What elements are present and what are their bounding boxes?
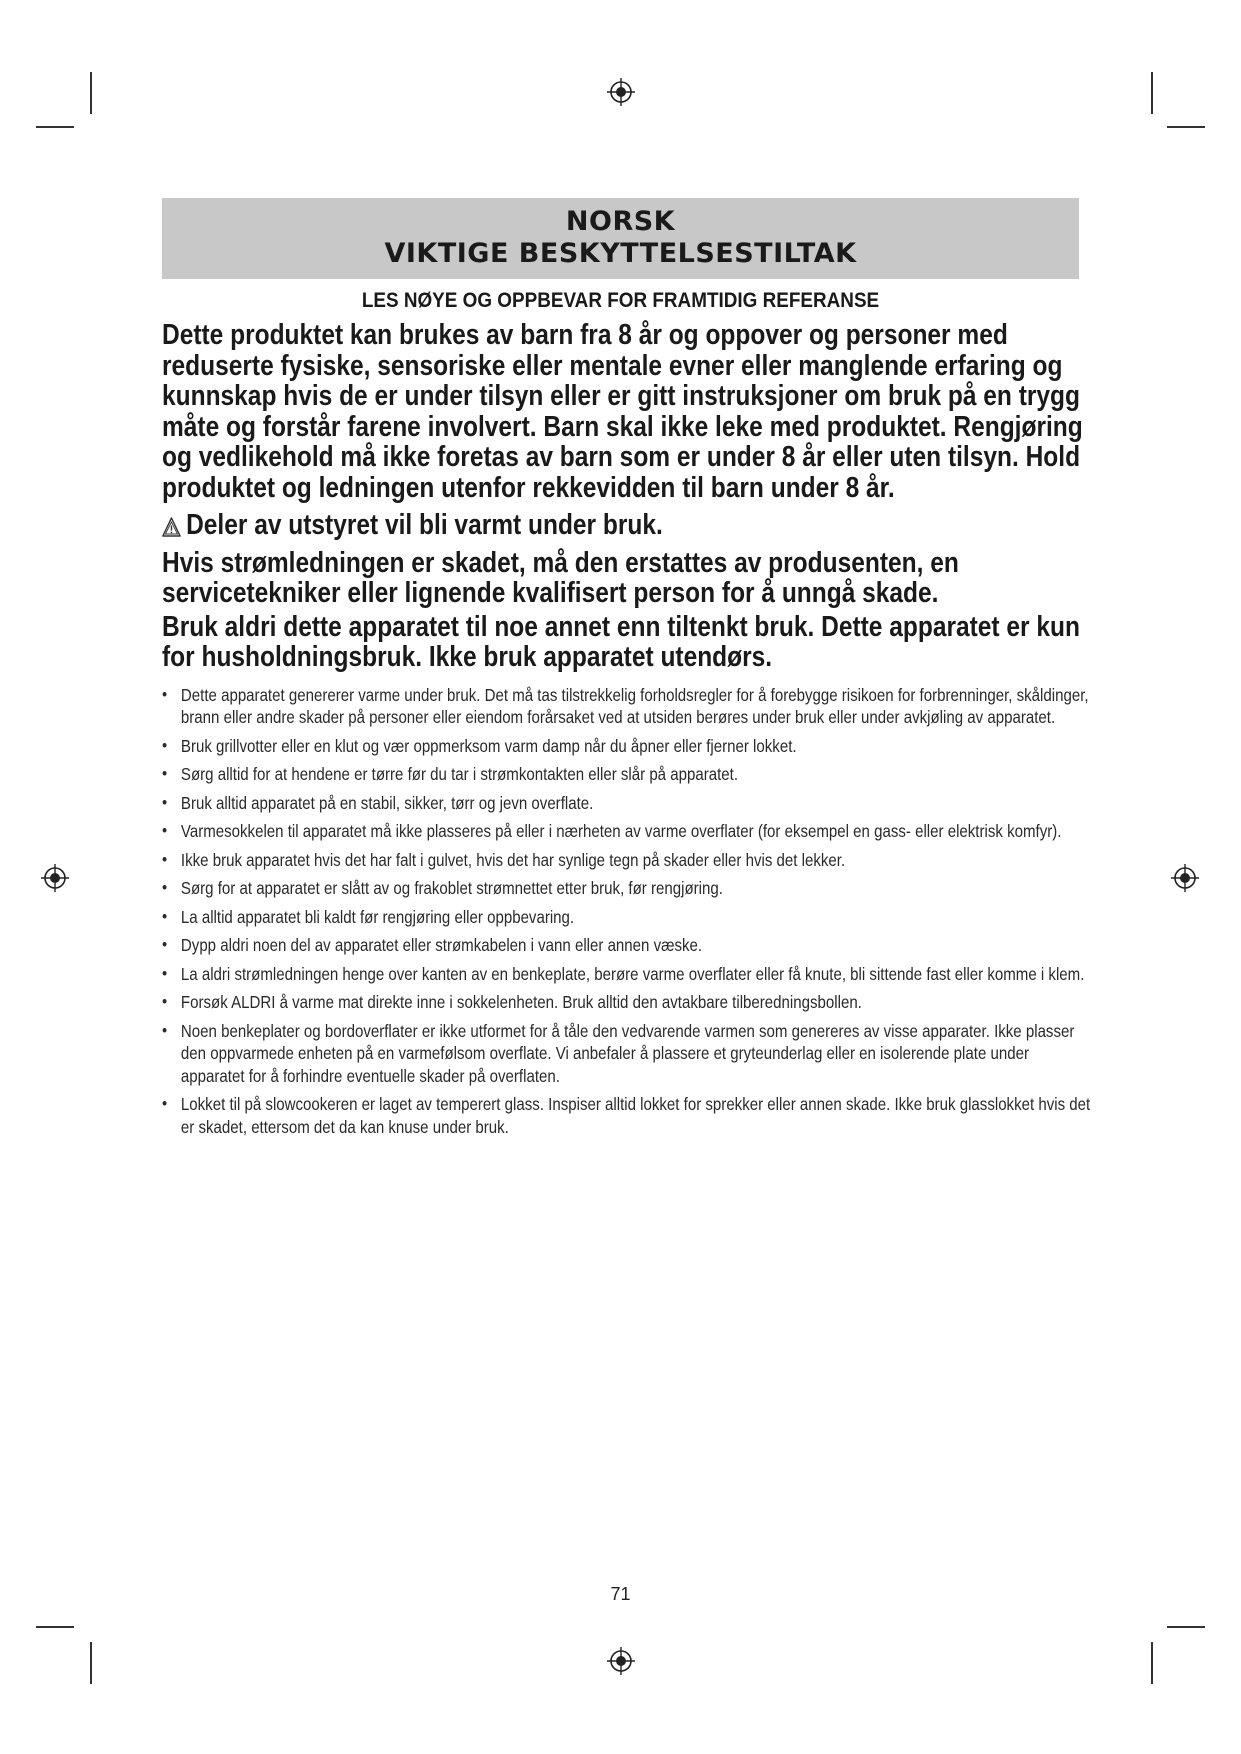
bullet-item [162,906,1093,929]
bullet-text: La aldri strømledningen henge over kanten av en benkeplate, berøre varme overflater eller få knute, bli sittende fast eller komme i klem. [180,963,1085,984]
crop-mark-top-right-horizontal [1167,126,1205,128]
bullet-text: Dypp aldri noen del av apparatet eller strømkabelen i vann eller annen væske. [180,935,703,955]
registration-mark-icon [606,1646,636,1676]
damaged-cord-paragraph: Hvis strømledningen er skadet, må den erstattes av produsenten, en servicetekniker eller lignende kvalifisert person for å unngå skade. [162,546,959,609]
bullet-marker: • [162,821,168,840]
bullet-text: Noen benkeplater og bordoverflater er ikke utformet for å tåle den vedvarende varmen som genereres av visse apparater. Ikke plasser den oppvarmede enheten på en varmefølsom overflate. Vi anbefaler å plassere et gryteunderlag eller en isolerende plate under apparatet for å forhindre eventuelle skader på overflaten. [180,1020,1075,1086]
bullet-marker: • [162,935,168,954]
bullet-marker: • [162,992,168,1011]
bullet-item [162,735,1093,758]
bullet-marker: • [162,792,168,812]
bullet-item [162,792,1093,815]
crop-mark-bottom-left-horizontal [36,1626,74,1628]
hot-parts-warning [162,510,1117,541]
warning-triangle-icon [162,517,181,537]
bullet-marker: • [162,684,168,704]
safety-title: VIKTIGE BESKYTTELSESTILTAK [384,238,857,269]
bullet-item [162,963,1093,986]
intended-use-paragraph: Bruk aldri dette apparatet til noe annet enn tiltenkt bruk. Dette apparatet er kun for husholdningsbruk. Ikke bruk apparatet utendørs. [162,610,1080,673]
bullet-text: Lokket til på slowcookeren er laget av temperert glass. Inspiser alltid lokket for sprekker eller annen skade. Ikke bruk glasslokket hvis det er skadet, ettersom det da kan knuse under bruk. [180,1094,1091,1137]
bullet-text: Forsøk ALDRI å varme mat direkte inne i sokkelenheten. Bruk alltid den avtakbare tilberedningsbollen. [180,992,862,1012]
bullet-item [162,1093,1093,1138]
bullet-item [162,684,1093,729]
bullet-item [162,877,1093,900]
crop-mark-top-left-vertical [90,72,92,114]
bullet-item [162,991,1093,1014]
language-heading: NORSK [565,206,676,237]
bullet-item [162,849,1093,872]
registration-mark-icon [1170,863,1200,893]
bullet-text: Sørg alltid for at hendene er tørre før du tar i strømkontakten eller slår på apparatet. [180,764,739,784]
bullet-marker: • [162,849,168,869]
crop-mark-bottom-left-vertical [90,1642,92,1684]
bullet-item [162,763,1093,786]
bullet-item [162,820,1093,843]
crop-mark-bottom-right-vertical [1151,1642,1153,1684]
page-number: 71 [610,1584,631,1604]
crop-mark-bottom-right-horizontal [1167,1626,1205,1628]
bullet-marker: • [162,878,168,897]
bullet-text: Varmesokkelen til apparatet må ikke plasseres på eller i nærheten av varme overflater (for eksempel en gass- eller elektrisk komfyr). [180,821,1062,841]
bullet-marker: • [162,906,168,926]
bullet-marker: • [162,1094,168,1113]
document-body [162,320,1122,1138]
bullet-marker: • [162,1020,168,1040]
bullet-text: Bruk alltid apparatet på en stabil, sikker, tørr og jevn overflate. [180,792,594,813]
bullet-item [162,1020,1093,1088]
bullet-text: La alltid apparatet bli kaldt før rengjøring eller oppbevaring. [180,906,575,927]
bullet-text: Sørg for at apparatet er slått av og frakoblet strømnettet etter bruk, før rengjøring. [180,878,723,898]
hot-parts-text: Deler av utstyret vil bli varmt under bruk. [186,509,663,541]
bullet-item [162,934,1093,957]
crop-mark-top-right-vertical [1151,72,1153,114]
safety-bullet-list [162,684,1122,1139]
bullet-text: Ikke bruk apparatet hvis det har falt i gulvet, hvis det har synlige tegn på skader eller hvis det lekker. [180,849,846,870]
registration-mark-icon [40,863,70,893]
children-warning-paragraph: Dette produktet kan brukes av barn fra 8 år og oppover og personer med reduserte fysiske, sensoriske eller mentale evner eller manglende erfaring og kunnskap hvis de er under tilsyn eller er gitt instruksjoner om bruk på en trygg måte og forstår farene involvert. Barn skal ikke leke med produktet. Rengjøring og vedlikehold må ikke foretas av barn som er under 8 år eller uten tilsyn. Hold produktet og ledningen utenfor rekkevidden til barn under 8 år. [162,319,1083,504]
crop-mark-top-left-horizontal [36,126,74,128]
registration-mark-icon [606,77,636,107]
bullet-text: Dette apparatet genererer varme under bruk. Det må tas tilstrekkelig forholdsregler for å forebygge risikoen for forbrenninger, skåldinger, brann eller andre skader på personer eller eiendom forårsaket ved at utsiden berøres under bruk eller under avkjøling av apparatet. [180,684,1089,727]
section-header-band [162,198,1079,279]
bullet-marker: • [162,764,168,783]
bullet-marker: • [162,735,168,755]
read-carefully-subheading: LES NØYE OG OPPBEVAR FOR FRAMTIDIG REFERANSE [361,289,880,312]
bullet-text: Bruk grillvotter eller en klut og vær oppmerksom varm damp når du åpner eller fjerner lokket. [180,735,797,756]
bullet-marker: • [162,963,168,983]
